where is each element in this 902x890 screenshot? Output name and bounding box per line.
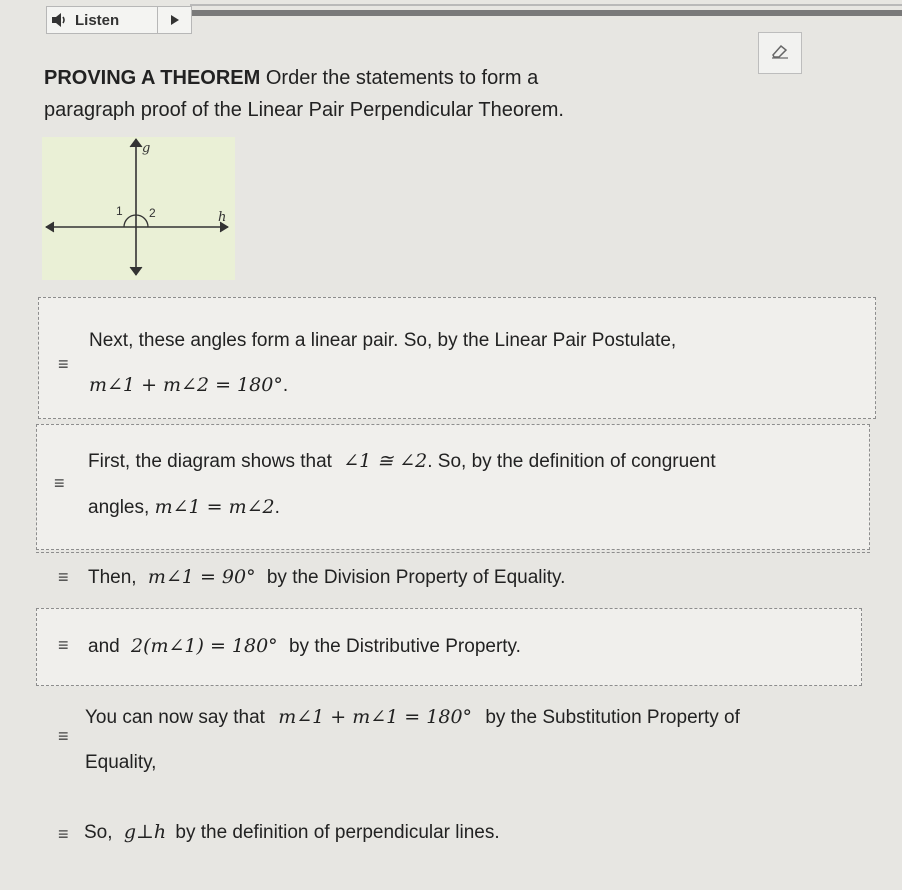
statement-4-line [88,633,521,660]
statement-5-text-a: You can now say that [85,707,265,728]
statement-4-math: 2(m∠1) = 180° [130,635,278,657]
statement-3-math: m∠1 = 90° [147,566,256,588]
statement-1-line1 [89,328,676,354]
statement-6-text-b: by the definition of perpendicular lines. [175,822,500,843]
statement-1-line2 [89,372,288,399]
drag-handle-icon[interactable]: ≡ [54,473,65,493]
statement-4-text-b: by the Distributive Property. [288,636,521,657]
problem-prompt [44,62,744,126]
statement-2-text-d: . [274,497,280,518]
statement-1-text-a: Next, these angles form a linear pair. So, by the Linear Pair Postulate, [89,330,677,351]
header-rule [190,10,902,16]
statement-2-line1 [88,448,716,475]
statement-1-text-b: . [282,375,289,396]
label-angle-2: 2 [149,206,156,220]
statement-2-math-a: ∠1 ≅ ∠2 [343,450,428,472]
statement-4-text-a: and [88,636,120,657]
statement-5-text-b: by the Substitution Property of [485,707,740,728]
statement-3-line [88,564,565,591]
listen-widget[interactable] [46,6,192,34]
statement-3-text-b: by the Division Property of Equality. [266,567,566,588]
drag-handle-icon[interactable]: ≡ [58,567,69,587]
statement-5-math: m∠1 + m∠1 = 180° [278,706,473,728]
line-g-arrow-down [130,267,142,275]
drag-handle-icon[interactable]: ≡ [58,824,69,844]
statement-2-line2 [88,494,280,521]
header-rule-light [190,4,902,6]
label-h: h [218,210,227,225]
theorem-diagram [42,137,235,280]
statement-6-math: g⊥h [123,821,167,843]
eraser-icon [770,43,790,64]
statement-2-text-a: First, the diagram shows that [88,451,332,472]
proof-statement-card[interactable] [38,297,876,419]
drag-handle-icon[interactable]: ≡ [58,726,69,746]
eraser-tool-button[interactable] [758,32,802,74]
play-icon[interactable] [158,14,191,26]
prompt-heading: PROVING A THEOREM [44,67,261,89]
label-g: g [142,141,151,156]
label-angle-1: 1 [116,204,123,218]
drag-handle-icon[interactable]: ≡ [58,354,69,374]
statement-2-text-b: . So, by the definition of congruent [427,451,716,472]
line-g-arrow-up [130,139,142,147]
statement-2-text-c: angles, [88,497,150,518]
statement-1-math: m∠1 + m∠2 = 180° [89,374,283,396]
statement-5-text-c: Equality, [85,752,157,773]
statement-5-line1 [85,704,740,731]
prompt-line2: paragraph proof of the Linear Pair Perpendicular Theorem. [44,99,564,121]
prompt-line1: Order the statements to form a [265,67,539,89]
proof-statement-card[interactable] [36,424,870,550]
statement-2-math-b: m∠1 = m∠2 [154,496,275,518]
listen-label[interactable]: Listen [75,11,120,29]
statement-6-text-a: So, [84,822,113,843]
statement-6-line [84,819,500,846]
drag-handle-icon[interactable]: ≡ [58,635,69,655]
statement-3-text-a: Then, [88,567,137,588]
statement-5-line2 [85,750,156,776]
perpendicular-lines-figure [42,137,235,280]
line-h-arrow-left [46,222,54,232]
speaker-icon[interactable] [47,7,73,33]
